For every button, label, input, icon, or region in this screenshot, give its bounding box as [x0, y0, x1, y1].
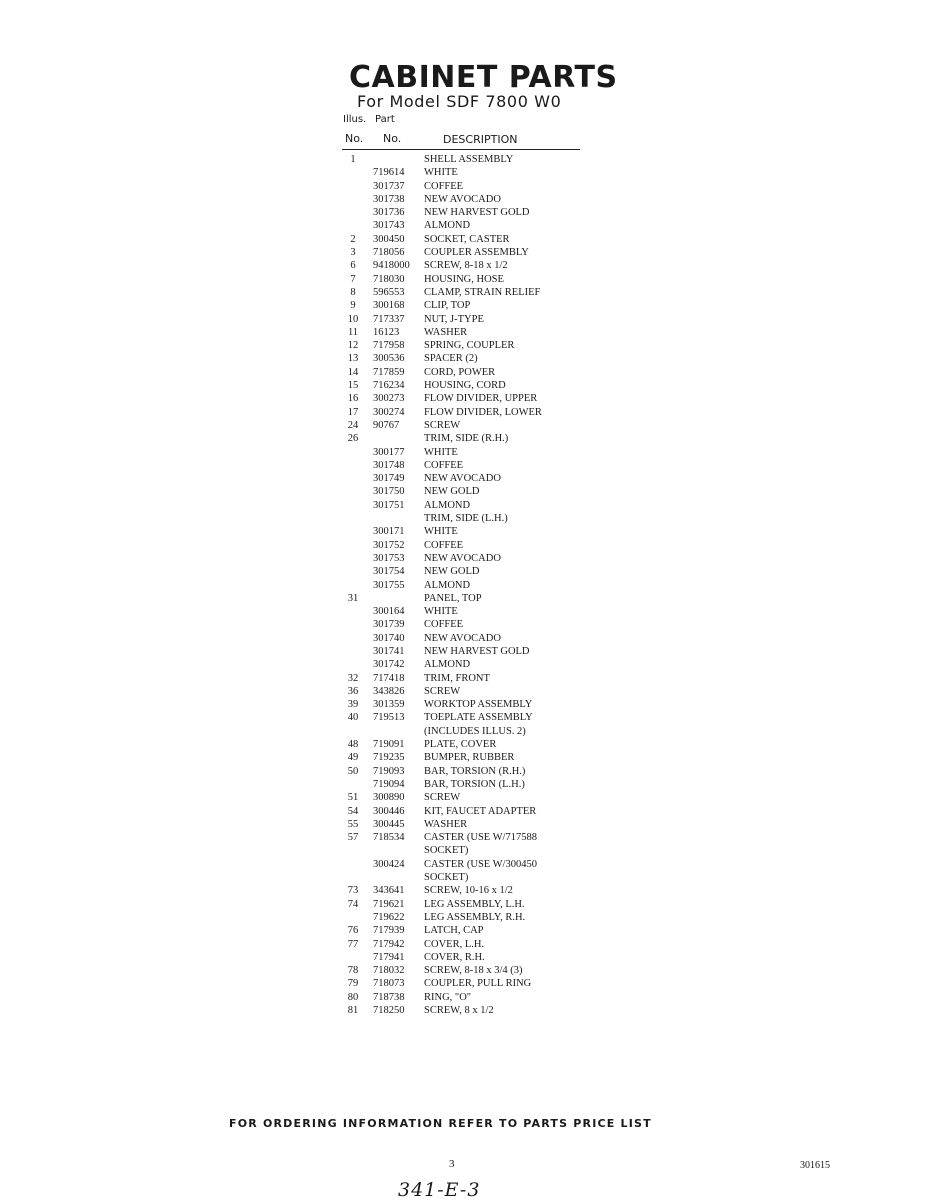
part-description: WHITE — [424, 446, 458, 458]
parts-row — [340, 618, 600, 631]
part-description: TRIM, SIDE (L.H.) — [424, 513, 508, 525]
parts-row — [340, 1004, 600, 1017]
part-description: ALMOND — [424, 499, 471, 511]
part-description: SCREW — [424, 419, 461, 431]
part-description: LEG ASSEMBLY, L.H. — [424, 898, 525, 910]
part-number: 90767 — [373, 419, 400, 431]
part-number: 301740 — [373, 632, 405, 644]
part-description: TOEPLATE ASSEMBLY — [424, 712, 533, 724]
part-description: COUPLER, PULL RING — [424, 978, 532, 990]
parts-row — [340, 951, 600, 964]
part-description: RING, "O" — [424, 991, 472, 1003]
part-description: SPACER (2) — [424, 353, 478, 365]
part-number: 717941 — [373, 951, 405, 963]
part-number: 718030 — [373, 273, 405, 285]
part-number: 301750 — [373, 486, 405, 498]
parts-row — [340, 818, 600, 831]
part-description: COVER, R.H. — [424, 951, 485, 963]
document-number: 301615 — [800, 1160, 830, 1171]
illus-number: 36 — [347, 685, 359, 697]
parts-row — [340, 472, 600, 485]
parts-row — [340, 831, 600, 844]
part-description: NEW AVOCADO — [424, 632, 501, 644]
part-description: SOCKET, CASTER — [424, 233, 510, 245]
part-number: 301751 — [373, 499, 405, 511]
part-description: FLOW DIVIDER, UPPER — [424, 393, 538, 405]
parts-row — [340, 658, 600, 671]
part-description: SCREW, 8-18 x 1/2 — [424, 260, 508, 272]
part-description: SCREW — [424, 685, 461, 697]
illus-number: 50 — [347, 765, 359, 777]
column-header-description: DESCRIPTION — [443, 133, 518, 146]
parts-row — [340, 805, 600, 818]
part-description: KIT, FAUCET ADAPTER — [424, 805, 537, 817]
illus-number: 6 — [350, 260, 356, 272]
part-description: HOUSING, HOSE — [424, 273, 504, 285]
parts-row — [340, 432, 600, 445]
part-number: 719091 — [373, 739, 405, 751]
part-description: PANEL, TOP — [424, 592, 482, 604]
part-description: COVER, L.H. — [424, 938, 485, 950]
illus-number: 73 — [347, 885, 359, 897]
column-header-illus: Illus. — [343, 114, 367, 125]
part-description: WHITE — [424, 606, 458, 618]
illus-number: 39 — [347, 699, 359, 711]
part-number: 300168 — [373, 300, 405, 312]
parts-row — [340, 326, 600, 339]
part-number: 717942 — [373, 938, 405, 950]
parts-row — [340, 485, 600, 498]
part-number: 718250 — [373, 1005, 405, 1016]
illus-number: 51 — [347, 792, 359, 804]
part-number: 343641 — [373, 885, 405, 897]
part-number: 718032 — [373, 965, 405, 977]
illus-number: 79 — [347, 978, 359, 990]
parts-row — [340, 299, 600, 312]
part-description: SCREW, 10-16 x 1/2 — [424, 885, 513, 897]
part-number: 717958 — [373, 340, 405, 352]
part-description: CORD, POWER — [424, 366, 496, 378]
part-description: LATCH, CAP — [424, 925, 484, 937]
part-description: PLATE, COVER — [424, 739, 497, 751]
part-number: 719622 — [373, 911, 405, 923]
part-number: 718738 — [373, 991, 405, 1003]
parts-row — [340, 991, 600, 1004]
part-number: 719093 — [373, 765, 405, 777]
parts-row — [340, 419, 600, 432]
part-description: WORKTOP ASSEMBLY — [424, 699, 533, 711]
parts-list — [340, 153, 600, 1017]
parts-row — [340, 219, 600, 232]
illus-number: 48 — [347, 739, 359, 751]
part-description: COFFEE — [424, 180, 464, 192]
part-number: 300450 — [373, 233, 405, 245]
part-description: CASTER (USE W/717588 — [424, 832, 537, 844]
illus-number: 3 — [350, 247, 356, 259]
parts-row — [340, 605, 600, 618]
part-number: 717859 — [373, 366, 405, 378]
part-description: ALMOND — [424, 659, 471, 671]
illus-number: 74 — [347, 898, 359, 910]
parts-row — [340, 791, 600, 804]
part-number: 301743 — [373, 220, 405, 232]
model-subtitle: For Model SDF 7800 W0 — [357, 92, 562, 111]
illus-number: 54 — [347, 805, 359, 817]
part-number: 718056 — [373, 247, 405, 259]
part-number: 301742 — [373, 659, 405, 671]
parts-row — [340, 592, 600, 605]
part-description: BAR, TORSION (R.H.) — [424, 765, 526, 777]
part-description: SOCKET) — [424, 845, 469, 857]
illus-number: 9 — [350, 300, 356, 312]
part-number: 301753 — [373, 552, 405, 564]
column-header-part: Part — [375, 114, 395, 125]
part-number: 300171 — [373, 526, 405, 538]
parts-row — [340, 698, 600, 711]
part-number: 719094 — [373, 778, 405, 790]
part-number: 719621 — [373, 898, 405, 910]
illus-number: 49 — [347, 752, 359, 764]
handwritten-note: 341-E-3 — [398, 1179, 481, 1201]
illus-number: 17 — [347, 406, 359, 418]
parts-row — [340, 751, 600, 764]
part-description: COFFEE — [424, 459, 464, 471]
part-number: 301741 — [373, 645, 405, 657]
parts-row — [340, 884, 600, 897]
part-number: 596553 — [373, 286, 405, 298]
parts-row — [340, 539, 600, 552]
part-number: 719235 — [373, 752, 405, 764]
part-number: 301736 — [373, 207, 405, 219]
parts-row — [340, 711, 600, 724]
part-description: ALMOND — [424, 579, 471, 591]
part-number: 718073 — [373, 978, 405, 990]
part-number: 717939 — [373, 925, 405, 937]
parts-row — [340, 446, 600, 459]
illus-number: 24 — [347, 419, 359, 431]
parts-row — [340, 499, 600, 512]
parts-row — [340, 738, 600, 751]
part-description: NUT, J-TYPE — [424, 313, 484, 325]
parts-row — [340, 193, 600, 206]
part-number: 718534 — [373, 832, 405, 844]
parts-row — [340, 392, 600, 405]
part-description: CASTER (USE W/300450 — [424, 858, 537, 870]
illus-number: 2 — [350, 233, 356, 245]
part-description: BAR, TORSION (L.H.) — [424, 778, 525, 790]
parts-row — [340, 924, 600, 937]
part-description: (INCLUDES ILLUS. 2) — [424, 725, 526, 737]
part-number: 300445 — [373, 818, 405, 830]
parts-row — [340, 286, 600, 299]
parts-row — [340, 379, 600, 392]
illus-number: 7 — [350, 273, 356, 285]
parts-row — [340, 246, 600, 259]
parts-row — [340, 938, 600, 951]
part-number: 301739 — [373, 619, 405, 631]
part-number: 301749 — [373, 473, 405, 485]
part-description: WHITE — [424, 167, 458, 179]
part-description: SCREW, 8-18 x 3/4 (3) — [424, 965, 523, 977]
part-number: 717337 — [373, 313, 405, 325]
part-description: SPRING, COUPLER — [424, 340, 515, 352]
parts-row — [340, 632, 600, 645]
illus-number: 10 — [347, 313, 359, 325]
illus-number: 77 — [347, 938, 359, 950]
illus-number: 13 — [347, 353, 359, 365]
part-number: 301755 — [373, 579, 405, 591]
parts-row — [340, 180, 600, 193]
part-description: COFFEE — [424, 619, 464, 631]
part-description: TRIM, FRONT — [424, 672, 490, 684]
part-number: 300446 — [373, 805, 405, 817]
part-description: NEW HARVEST GOLD — [424, 207, 530, 219]
header-rule — [342, 149, 580, 150]
parts-row — [340, 911, 600, 924]
parts-row — [340, 964, 600, 977]
illus-number: 57 — [347, 832, 359, 844]
part-description: SCREW — [424, 792, 461, 804]
parts-row — [340, 153, 600, 166]
part-description: NEW HARVEST GOLD — [424, 645, 530, 657]
illus-number: 40 — [347, 712, 359, 724]
part-number: 301737 — [373, 180, 405, 192]
illus-number: 16 — [347, 393, 359, 405]
part-description: ALMOND — [424, 220, 471, 232]
illus-number: 76 — [347, 925, 359, 937]
parts-row — [340, 725, 600, 738]
part-number: 300177 — [373, 446, 405, 458]
part-number: 343826 — [373, 685, 405, 697]
part-number: 719614 — [373, 167, 405, 179]
ordering-footer: FOR ORDERING INFORMATION REFER TO PARTS PRICE LIST — [229, 1117, 652, 1130]
part-number: 300890 — [373, 792, 405, 804]
parts-row — [340, 579, 600, 592]
part-number: 300536 — [373, 353, 405, 365]
part-number: 300424 — [373, 858, 405, 870]
illus-number: 11 — [347, 326, 359, 338]
part-number: 9418000 — [373, 260, 410, 272]
parts-row — [340, 406, 600, 419]
illus-number: 12 — [347, 340, 359, 352]
illus-number: 8 — [350, 286, 356, 298]
parts-row — [340, 273, 600, 286]
parts-row — [340, 233, 600, 246]
parts-row — [340, 166, 600, 179]
illus-number: 26 — [347, 433, 359, 445]
part-number: 719513 — [373, 712, 405, 724]
part-description: NEW AVOCADO — [424, 473, 501, 485]
illus-number: 14 — [347, 366, 359, 378]
column-header-part-no: No. — [383, 132, 402, 145]
page-number: 3 — [449, 1158, 455, 1170]
part-description: WASHER — [424, 818, 468, 830]
illus-number: 80 — [347, 991, 359, 1003]
part-description: TRIM, SIDE (R.H.) — [424, 433, 509, 445]
part-number: 301359 — [373, 699, 405, 711]
parts-row — [340, 898, 600, 911]
part-description: COUPLER ASSEMBLY — [424, 247, 529, 259]
part-number: 16123 — [373, 326, 400, 338]
part-description: SOCKET) — [424, 872, 469, 884]
part-number: 300274 — [373, 406, 405, 418]
parts-row — [340, 844, 600, 857]
parts-row — [340, 977, 600, 990]
column-header-illus-no: No. — [345, 132, 364, 145]
part-description: CLIP, TOP — [424, 300, 471, 312]
page-title: CABINET PARTS — [349, 60, 618, 95]
part-description: SCREW, 8 x 1/2 — [424, 1005, 494, 1016]
parts-row — [340, 206, 600, 219]
part-description: FLOW DIVIDER, LOWER — [424, 406, 542, 418]
part-description: COFFEE — [424, 539, 464, 551]
part-number: 301748 — [373, 459, 405, 471]
illus-number: 15 — [347, 380, 359, 392]
illus-number: 55 — [347, 818, 359, 830]
part-description: WASHER — [424, 326, 468, 338]
part-description: BUMPER, RUBBER — [424, 752, 515, 764]
part-description: NEW GOLD — [424, 566, 480, 578]
part-number: 717418 — [373, 672, 405, 684]
part-number: 301754 — [373, 566, 405, 578]
parts-row — [340, 313, 600, 326]
part-description: NEW GOLD — [424, 486, 480, 498]
part-description: CLAMP, STRAIN RELIEF — [424, 286, 541, 298]
parts-row — [340, 765, 600, 778]
part-number: 300164 — [373, 606, 405, 618]
part-number: 301738 — [373, 193, 405, 205]
parts-row — [340, 339, 600, 352]
part-description: WHITE — [424, 526, 458, 538]
parts-row — [340, 459, 600, 472]
part-number: 301752 — [373, 539, 405, 551]
illus-number: 78 — [347, 965, 359, 977]
part-description: LEG ASSEMBLY, R.H. — [424, 911, 526, 923]
parts-row — [340, 552, 600, 565]
illus-number: 31 — [347, 592, 359, 604]
part-description: NEW AVOCADO — [424, 552, 501, 564]
parts-row — [340, 858, 600, 871]
parts-row — [340, 352, 600, 365]
parts-row — [340, 366, 600, 379]
parts-row — [340, 778, 600, 791]
part-description: NEW AVOCADO — [424, 193, 501, 205]
part-number: 300273 — [373, 393, 405, 405]
part-description: SHELL ASSEMBLY — [424, 154, 514, 165]
parts-row — [340, 672, 600, 685]
parts-row — [340, 871, 600, 884]
parts-row — [340, 525, 600, 538]
illus-number: 81 — [347, 1005, 359, 1016]
illus-number: 32 — [347, 672, 359, 684]
parts-row — [340, 512, 600, 525]
parts-row — [340, 565, 600, 578]
part-number: 716234 — [373, 380, 405, 392]
illus-number: 1 — [350, 154, 356, 165]
part-description: HOUSING, CORD — [424, 380, 506, 392]
parts-row — [340, 685, 600, 698]
parts-row — [340, 259, 600, 272]
parts-row — [340, 645, 600, 658]
